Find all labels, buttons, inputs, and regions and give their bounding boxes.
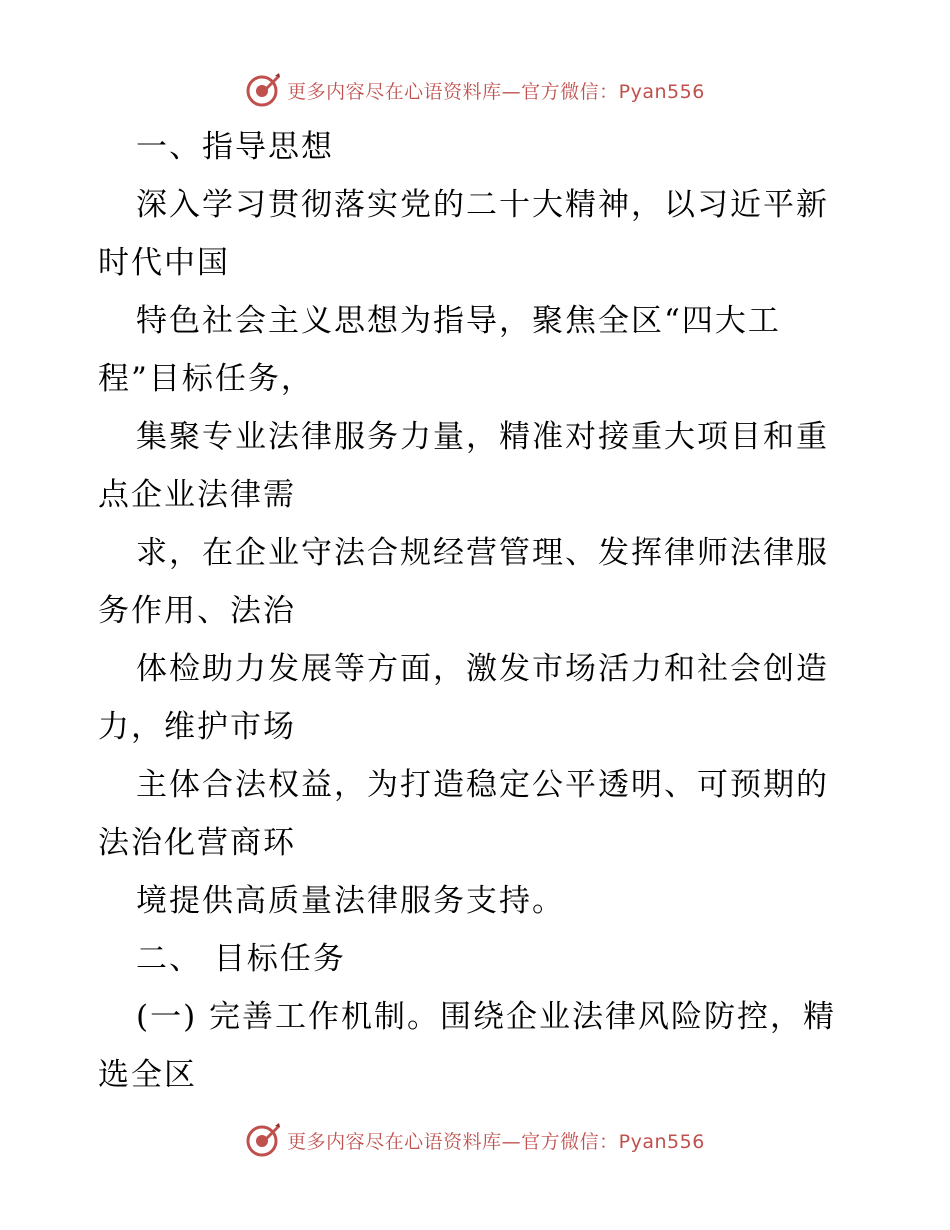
text-line: 体检助力发展等方面，激发市场活力和社会创造 xyxy=(136,651,829,687)
quill-pen-logo-icon xyxy=(245,1122,281,1158)
text-line: 法治化营商环 xyxy=(98,825,296,861)
text-line: 选全区 xyxy=(98,1057,197,1093)
footer-watermark xyxy=(0,1118,950,1162)
text-line: 特色社会主义思想为指导，聚焦全区“四大工 xyxy=(136,303,781,339)
watermark-text: 更多内容尽在心语资料库—官方微信：Pyan556 xyxy=(287,1130,705,1153)
document-body xyxy=(98,118,858,1104)
text-line: 集聚专业法律服务力量，精准对接重大项目和重 xyxy=(136,419,829,455)
quill-pen-logo-icon xyxy=(245,72,281,108)
text-line: 境提供高质量法律服务支持。 xyxy=(136,883,565,919)
text-line: 主体合法权益，为打造稳定公平透明、可预期的 xyxy=(136,767,829,803)
header-watermark xyxy=(0,68,950,112)
text-line: 求，在企业守法合规经营管理、发挥律师法律服 xyxy=(136,535,829,571)
text-line: 二、 目标任务 xyxy=(136,941,346,977)
text-line: 力，维护市场 xyxy=(98,709,296,745)
text-line: 程”目标任务， xyxy=(98,361,314,397)
text-line: 点企业法律需 xyxy=(98,477,296,513)
text-line: 务作用、法治 xyxy=(98,593,296,629)
text-line: (一) 完善工作机制。围绕企业法律风险防控，精 xyxy=(136,999,837,1035)
text-line: 深入学习贯彻落实党的二十大精神，以习近平新 xyxy=(136,187,829,223)
watermark-text: 更多内容尽在心语资料库—官方微信：Pyan556 xyxy=(287,80,705,103)
text-line: 时代中国 xyxy=(98,245,230,281)
text-line: 一、指导思想 xyxy=(136,129,334,165)
